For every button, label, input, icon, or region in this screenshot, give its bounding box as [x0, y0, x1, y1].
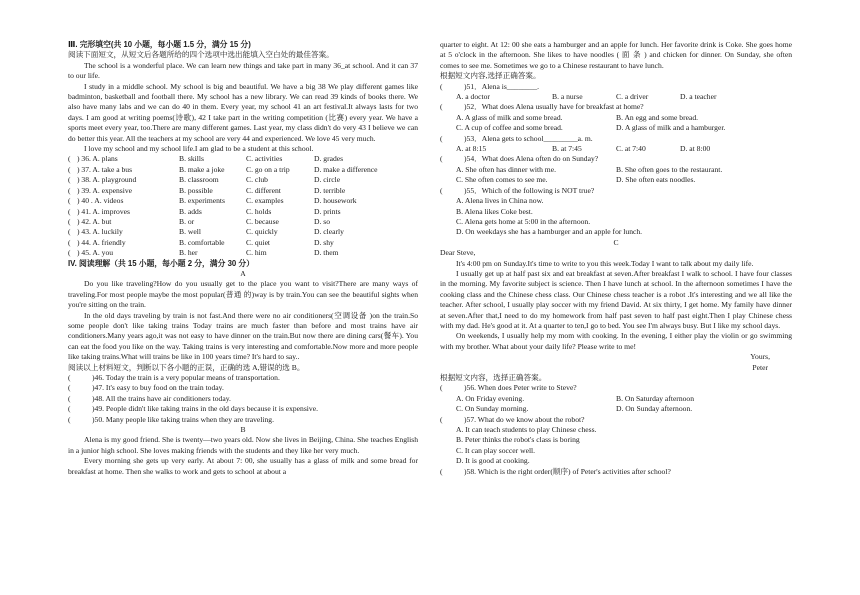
question-52: ( )52．What does Alena usually have for breakfast at home?	[440, 102, 644, 112]
cloze-option-row: ( ) 37. A. take a bus B. make a joke C. go on a trip D. make a difference	[68, 164, 378, 174]
question-55-options: A. Alena lives in China now. B. Alena likes Coke best. C. Alena gets home at 5:00 in the afternoon. D. On weekdays she has a hamburger and an apple for lunch.	[456, 196, 643, 237]
cloze-options	[68, 154, 418, 258]
passage-a-label: A	[240, 268, 246, 278]
passage-a-instruction: 阅读以上材料短文，判断以下各小题的正误，正确的选 A,错误的选 B。	[68, 362, 305, 372]
cloze-option-row: ( ) 38. A. playground B. classroom C. club D. circle	[68, 175, 341, 185]
letter-paragraph-3: On weekends, I usually help my mom with cooking. In the evening, I either play the violin or go swimming with my brother. What about your daily life? Please write to me!	[440, 331, 792, 351]
passage-a-paragraph-2: In the old days traveling by train is not fast.And there were no air conditioners(空调设备 )on the train.So some people don't like taking trains Today trains are much faster than before and most trains have air conditioners.Many years ago,it was not easy to have dinner on the train.But now there are dining cars(餐车). You can eat the food you like on the way. Taking trains is very interesting and comfortable.Now more and more people like taking trains.What will trains be like in 100 years time? It's hard to say..	[68, 310, 418, 362]
cloze-paragraph-1: The school is a wonderful place. We can learn new things and take part in many 36_at school. And it can 37 to our life.	[68, 60, 418, 81]
cloze-option-row: ( ) 45. A. you B. her C. him D. them	[68, 248, 339, 258]
letter-paragraph-1: It's 4:00 pm on Sunday.It's time to write to you this week.Today I want to talk about my daily life.	[456, 258, 754, 268]
cloze-option-row: ( ) 44. A. friendly B. comfortable C. quiet D. shy	[68, 237, 334, 247]
passage-b-label: B	[240, 425, 246, 435]
letter-greeting: Dear Steve,	[440, 248, 476, 258]
question-55: ( )55．Which of the following is NOT true?	[440, 185, 595, 195]
letter-paragraph-2: I usually get up at half past six and eat breakfast at seven.After breakfast I walk to school. I have four classes in the morning. My favorite subject is science. Then I have lunch at school. In the afternoon sometimes I have the cooking class and the Chinese chess class. Our Chinese chess teacher is a robot .It's interesting and we all like the teacher. After school, I usually play soccer with my friend David. At six thirty, I get home. My family have dinner at seven.After that,I need to do my homework from half past seven to half past eight.Then I play Chinese chess with my dad. He's good at it. At a quarter to ten,I go to bed. You see I'm always busy. But I like my school days.	[440, 268, 792, 330]
left-column	[68, 40, 418, 477]
section3-instruction: 阅读下面短文，从短文后各题所给的四个选项中选出能填入空白处的最佳答案。	[68, 50, 334, 60]
passage-c-label: C	[613, 237, 619, 247]
right-column	[440, 40, 792, 477]
question-56-options: A. On Friday evening. B. On Saturday afternoon C. On Sunday morning. D. On Sunday afternoon.	[456, 393, 695, 414]
cloze-option-row: ( ) 43. A. luckily B. well C. quickly D. clearly	[68, 227, 344, 237]
letter-signature: Peter	[752, 362, 768, 372]
question-53: ( )53．Alena gets to school_________a. m.	[440, 133, 593, 143]
passage-a-paragraph-1: Do you like traveling?How do you usually get to the place you want to visit?There are many ways of traveling.For most people maybe the most popular(普通 的)way is by train.You can see the beautiful sights when you're sitting on the train.	[68, 279, 418, 310]
true-false-question: ( )48. All the trains have air conditioners today.	[68, 393, 231, 403]
passage-b-paragraph-2-start: Every morning she gets up very early. At about 7: 00, she usually has a glass of milk and some bread for breakfast at home. Then she walks to work and gets to school at about a	[68, 456, 418, 476]
question-53-options: A. at 8:15 B. at 7:45 C. at 7:40 D. at 8:00	[456, 144, 711, 154]
cloze-paragraph-2: I study in a middle school. My school is big and beautiful. We have a big 38 We play different games like badminton, basketball and football there. My school has a new library. We can read 39 kinds of books there. We also have many labs and we can do 40 in them. Every year, my school 41 an art festival.It always lasts for two days. I am good at writing poems(诗歌), 42 I take part in the writing competition (比赛) every year. We have a sports meet every year, too.There are many different games. Last year, my class didn't do very 43 I believe we can do better this year. All the teachers at my school are very 44 and experienced. We love 45 very much.	[68, 81, 418, 143]
section3-heading: Ⅲ. 完形填空(共 10 小题，每小题 1.5 分，满分 15 分)	[68, 40, 251, 49]
cloze-paragraph-3: I love my school and my school life.I am glad to be a student at this school.	[84, 144, 314, 154]
question-54-options: A. She often has dinner with me. B. She often goes to the restaurant. C. She often comes to see me. D. She often eats noodles.	[456, 164, 723, 185]
section4-heading: IV. 阅读理解（共 15 小题，每小题 2 分，满分 30 分）	[68, 258, 255, 268]
letter-closing: Yours,	[750, 352, 770, 362]
passage-b-paragraph-1: Alena is my good friend. She is twenty—two years old. Now she lives in Beijing, China. She teaches English in a junior high school. She loves making friends with the students and they like her very much.	[68, 435, 418, 455]
question-58: ( )58. Which is the right order(顺序) of Peter's activities after school?	[440, 466, 671, 476]
cloze-option-row: ( ) 39. A. expensive B. possible C. different D. terrible	[68, 185, 346, 195]
question-54: ( )54．What does Alena often do on Sunday?	[440, 154, 599, 164]
question-51: ( )51．Alena is________.	[440, 81, 540, 91]
cloze-option-row: ( ) 42. A. but B. or C. because D. so	[68, 216, 331, 226]
question-52-options: A. A glass of milk and some bread. B. An egg and some bread. C. A cup of coffee and some bread. D. A glass of milk and a hamburger.	[456, 112, 726, 133]
cloze-option-row: ( ) 36. A. plans B. skills C. activities D. grades	[68, 154, 344, 164]
cloze-option-row: ( ) 41. A. improves B. adds C. holds D. prints	[68, 206, 341, 216]
true-false-question: ( )46. Today the train is a very popular means of transportation.	[68, 373, 280, 382]
question-57: ( )57. What do we know about the robot?	[440, 414, 585, 424]
true-false-question: ( )47. It's easy to buy food on the train today.	[68, 383, 224, 393]
cloze-option-row: ( ) 40 . A. videos B. experiments C. examples D. housework	[68, 196, 357, 206]
question-57-options: A. It can teach students to play Chinese chess. B. Peter thinks the robot's class is boring C. It can play soccer well. D. It is good at cooking.	[456, 425, 597, 466]
true-false-question: ( )49. People didn't like taking trains in the old days because it is expensive.	[68, 404, 318, 414]
question-51-options: A. a doctor B. a nurse C. a driver D. a teacher	[456, 92, 717, 102]
passage-c-instruction: 根据短文内容，选择正确答案。	[440, 373, 547, 382]
true-false-question: ( )50. Many people like taking trains when they are traveling.	[68, 414, 274, 424]
question-56: ( )56. When does Peter write to Steve?	[440, 383, 577, 393]
passage-b-instruction: 根据短文内容,选择正确答案。	[440, 71, 541, 81]
passage-b-paragraph-2-end: quarter to eight. At 12: 00 she eats a hamburger and an apple for lunch. Her favorite drink is Coke. She goes home at 5 o'clock in the afternoon. She likes to have noodles ( 面 条 ) and chicken for dinner. On Sunday, she often comes to see me. Sometimes we go to a Chinese restaurant to have lunch.	[440, 40, 792, 70]
